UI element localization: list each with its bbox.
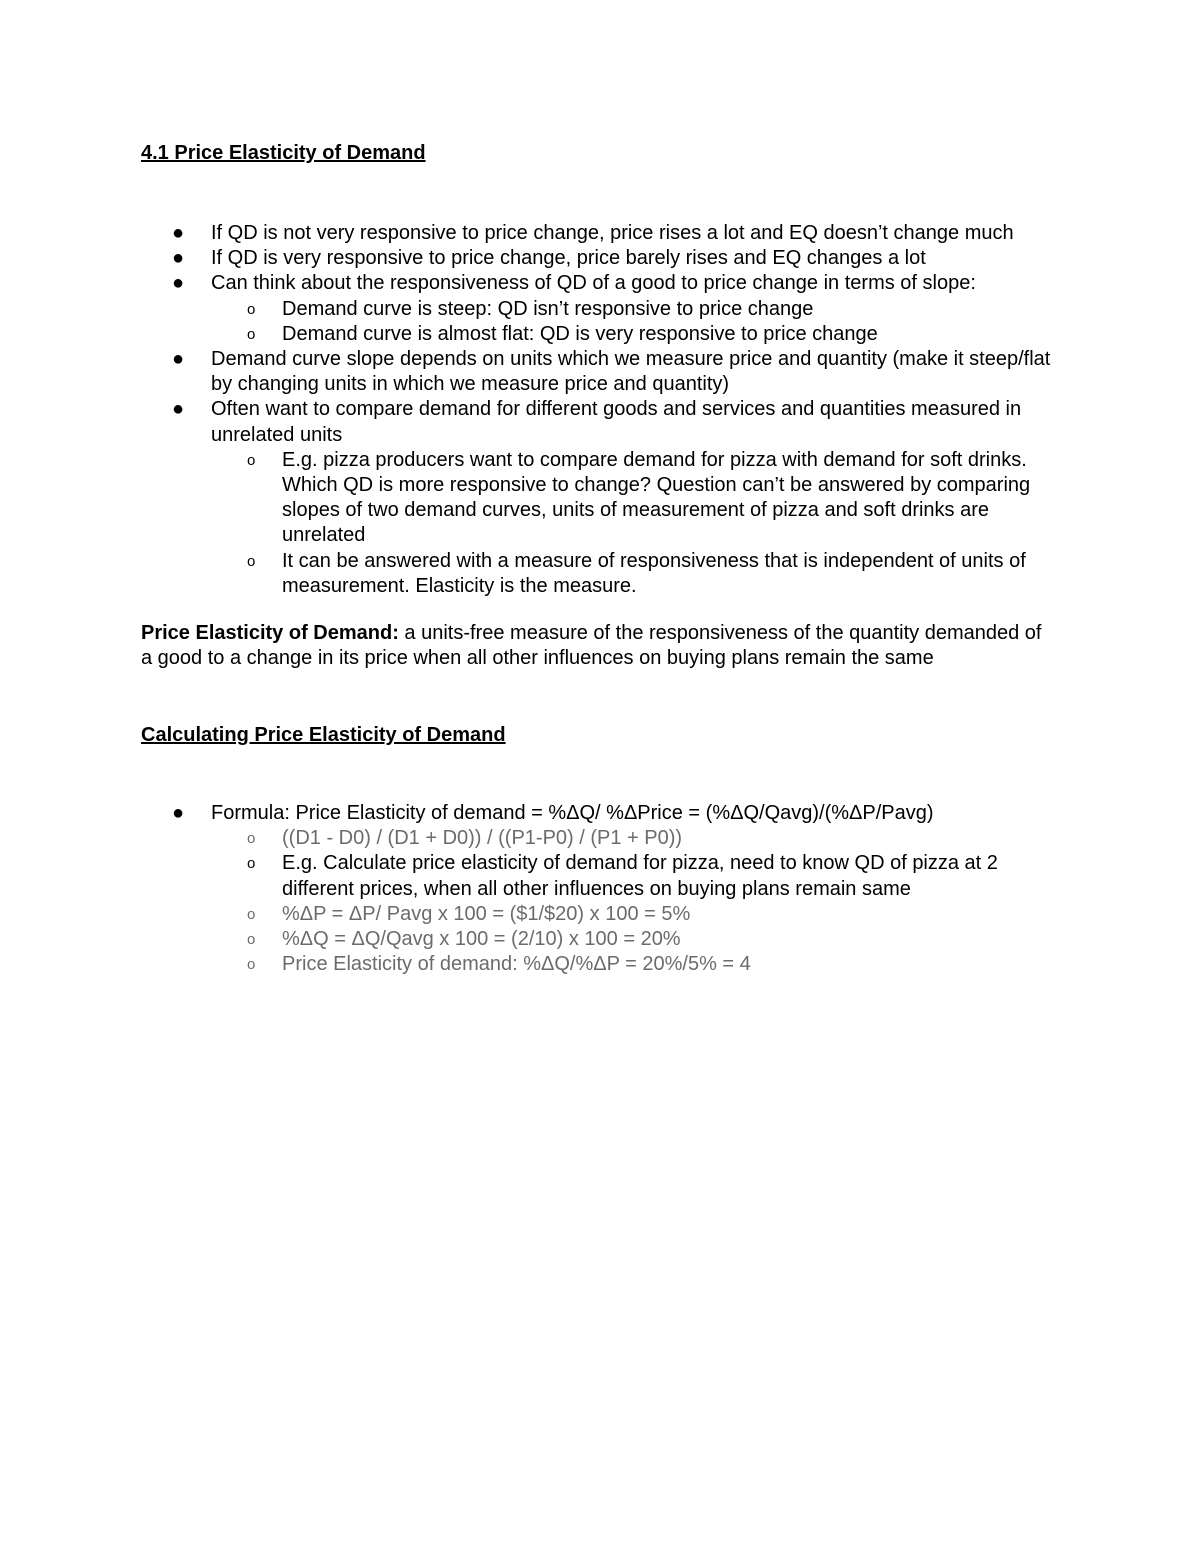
sub-list-item <box>0 826 1062 851</box>
bullet-list <box>0 221 1200 599</box>
bullet-icon: ● <box>172 398 185 421</box>
sub-list-item-text: It can be answered with a measure of responsiveness that is independent of units of measurement. Elasticity is the measure. <box>282 549 1026 597</box>
sub-list-item <box>0 322 1062 347</box>
sub-list-item-text: %ΔP = ΔP/ Pavg x 100 = ($1/$20) x 100 = 5% <box>282 902 691 925</box>
circle-bullet-icon: o <box>247 451 256 469</box>
circle-bullet-icon: o <box>247 552 256 570</box>
list-item <box>0 271 1071 296</box>
definition-term: Price Elasticity of Demand: <box>141 622 399 644</box>
bullet-icon: ● <box>172 348 185 371</box>
circle-bullet-icon: o <box>247 300 256 318</box>
definition-text: a units-free measure of the responsiveness of the quantity demanded of a good to a change in its price when all other influences on buying plans remain the same <box>141 622 1042 670</box>
sub-list-item-text: E.g. Calculate price elasticity of demand for pizza, need to know QD of pizza at 2 different prices, when all other influences on buying plans remain same <box>282 852 998 900</box>
list-item-text: If QD is not very responsive to price change, price rises a lot and EQ doesn’t change much <box>211 222 1014 244</box>
sub-list-item <box>0 448 1062 549</box>
list-item <box>0 347 1071 397</box>
list-item-text: Often want to compare demand for different goods and services and quantities measured in unrelated units <box>211 398 1022 446</box>
sub-list-item <box>0 927 1062 952</box>
sub-list-item-text: Demand curve is steep: QD isn’t responsive to price change <box>282 297 814 320</box>
bullet-icon: ● <box>172 802 185 824</box>
circle-bullet-icon: o <box>247 931 256 949</box>
circle-bullet-icon: o <box>247 905 256 923</box>
formula-text: Formula: Price Elasticity of demand = %ΔQ/ %ΔPrice = (%ΔQ/Qavg)/(%ΔP/Pavg) <box>211 802 934 824</box>
bullet-list <box>0 801 1200 977</box>
circle-bullet-icon: o <box>247 855 256 873</box>
list-item <box>0 801 1071 826</box>
sub-list-item-text: %ΔQ = ΔQ/Qavg x 100 = (2/10) x 100 = 20% <box>282 928 681 951</box>
bullet-icon: ● <box>172 247 185 270</box>
list-item <box>0 246 1071 271</box>
list-item-text: Can think about the responsiveness of QD of a good to price change in terms of slope: <box>211 272 976 295</box>
list-item-text: Demand curve slope depends on units which we measure price and quantity (make it steep/flat by changing units in which we measure price and quantity) <box>211 348 1051 396</box>
sub-list-item <box>0 952 1062 977</box>
definition-paragraph <box>141 621 1046 672</box>
sub-list-item-text: Demand curve is almost flat: QD is very responsive to price change <box>282 322 878 345</box>
list-item <box>0 397 1071 447</box>
bullet-icon: ● <box>172 272 185 295</box>
section-heading: Calculating Price Elasticity of Demand <box>141 724 506 746</box>
circle-bullet-icon: o <box>247 325 256 343</box>
sub-list-item <box>0 549 1062 599</box>
sub-list-item-text: Price Elasticity of demand: %ΔQ/%ΔP = 20%/5% = 4 <box>282 953 751 976</box>
circle-bullet-icon: o <box>247 830 256 848</box>
sub-list-item <box>0 851 1062 901</box>
section-heading: 4.1 Price Elasticity of Demand <box>141 142 426 164</box>
list-item-text: If QD is very responsive to price change, price barely rises and EQ changes a lot <box>211 247 926 270</box>
sub-list-item <box>0 902 1062 927</box>
bullet-icon: ● <box>172 222 185 244</box>
sub-list-item-text: ((D1 - D0) / (D1 + D0)) / ((P1-P0) / (P1 + P0)) <box>282 827 683 850</box>
sub-list-item <box>0 297 1062 322</box>
sub-list-item-text: E.g. pizza producers want to compare demand for pizza with demand for soft drinks. Which QD is more responsive to change? Question can’t be answered by comparing slopes of two demand curves, units of measurement of pizza and soft drinks are unrelated <box>282 448 1031 547</box>
list-item <box>0 221 1071 246</box>
circle-bullet-icon: o <box>247 956 256 974</box>
